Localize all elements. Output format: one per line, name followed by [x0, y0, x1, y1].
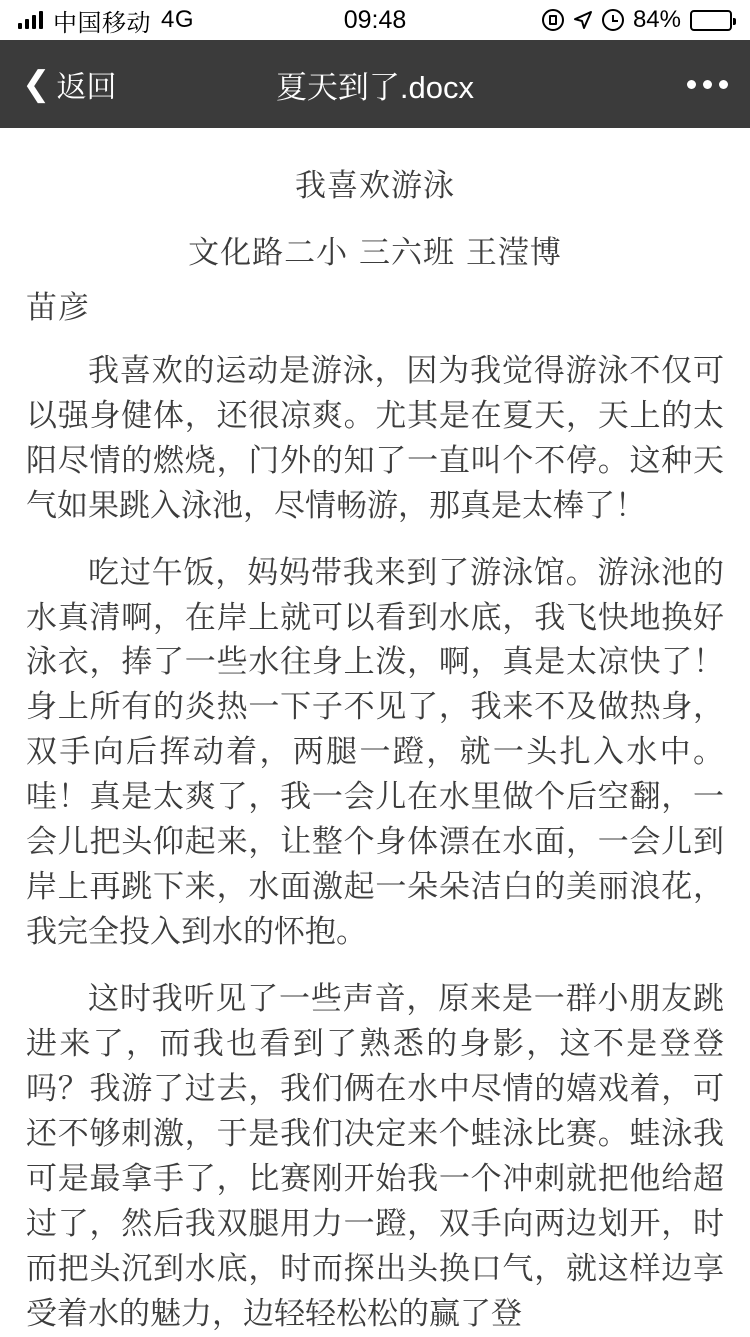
- document-content[interactable]: [0, 128, 750, 1337]
- document-paragraph: 我喜欢的运动是游泳，因为我觉得游泳不仅可以强身健体，还很凉爽。尤其是在夏天，天上的太阳尽情的燃烧，门外的知了一直叫个不停。这种天气如果跳入泳池，尽情畅游，那真是太棒了！: [26, 352, 724, 524]
- rotation-lock-icon: [542, 9, 564, 31]
- carrier-label: 中国移动: [53, 9, 151, 37]
- back-button-label: 返回: [56, 71, 117, 104]
- alarm-clock-icon: [602, 9, 624, 31]
- document-paragraph: 吃过午饭，妈妈带我来到了游泳馆。游泳池的水真清啊，在岸上就可以看到水底，我飞快地换好泳衣，捧了一些水往身上泼，啊，真是太凉快了！身上所有的炎热一下子不见了，我来不及做热身，双手向后挥动着，两腿一蹬，就一头扎入水中。哇！真是太爽了，我一会儿在水里做个后空翻，一会儿把头仰起来，让整个身体漂在水面，一会儿到岸上再跳下来，水面激起一朵朵洁白的美丽浪花，我完全投入到水的怀抱。: [26, 554, 724, 951]
- battery-percent-label: 84%: [632, 6, 681, 33]
- location-arrow-icon: [573, 10, 593, 30]
- network-type-label: 4G: [161, 6, 195, 33]
- status-bar-clock: 09:48: [343, 5, 407, 34]
- battery-icon: [690, 10, 732, 31]
- back-button[interactable]: [22, 62, 117, 106]
- status-bar: [0, 0, 750, 40]
- navigation-bar: [0, 40, 750, 128]
- document-paragraph: 这时我听见了一些声音，原来是一群小朋友跳进来了，而我也看到了熟悉的身影，这不是登登吗？我游了过去，我们俩在水中尽情的嬉戏着，可还不够刺激，于是我们决定来个蛙泳比赛。蛙泳我可是最拿手了，比赛刚开始我一个冲刺就把他给超过了，然后我双腿用力一蹬，双手向两边划开，时而把头沉到水底，时而探出头换口气，就这样边享受着水的魅力，边轻轻松松的赢了登: [26, 981, 724, 1332]
- document-heading: 我喜欢游泳: [295, 168, 455, 204]
- document-byline-secondary: 苗彦: [26, 289, 90, 326]
- chevron-left-icon: ❮: [22, 65, 51, 103]
- page-title: 夏天到了.docx: [275, 69, 475, 105]
- more-ellipsis-icon[interactable]: [687, 80, 728, 89]
- document-byline: 文化路二小 三六班 王滢博: [188, 234, 562, 271]
